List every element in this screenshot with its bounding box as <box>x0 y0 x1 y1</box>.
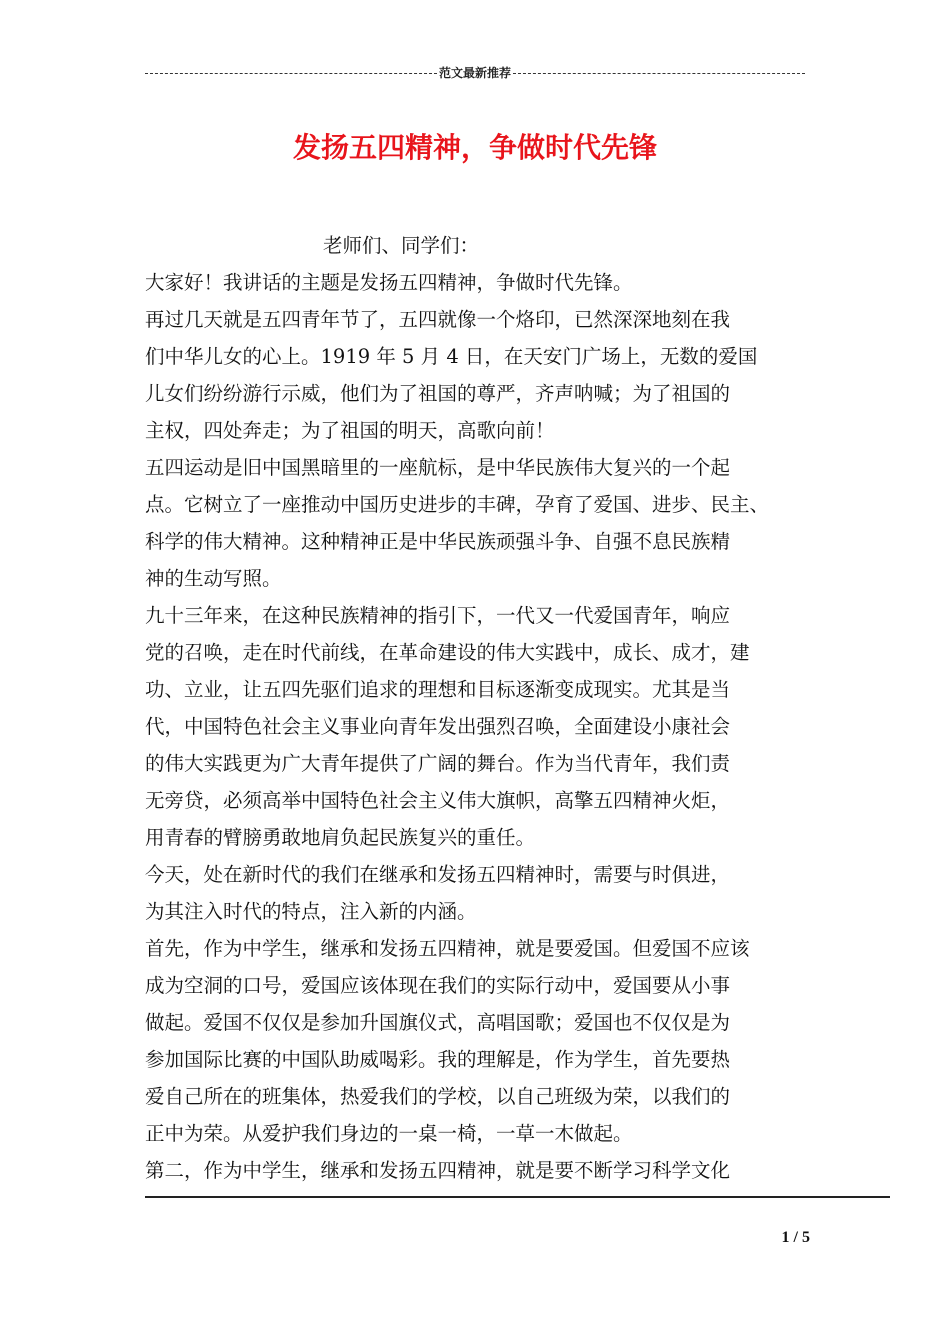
body-line: 神的生动写照。 <box>145 567 282 590</box>
body-line: 儿女们纷纷游行示威，他们为了祖国的尊严，齐声呐喊；为了祖国的 <box>145 382 731 405</box>
body-line: 九十三年来，在这种民族精神的指引下，一代又一代爱国青年，响应 <box>145 604 731 627</box>
body-line: 为其注入时代的特点，注入新的内涵。 <box>145 900 477 923</box>
body-line: 再过几天就是五四青年节了，五四就像一个烙印，已然深深地刻在我 <box>145 308 731 331</box>
body-line: 们中华儿女的心上。1919 年 5 月 4 日，在天安门广场上，无数的爱国 <box>145 345 758 368</box>
body-line: 的伟大实践更为广大青年提供了广阔的舞台。作为当代青年，我们责 <box>145 752 731 775</box>
body-line: 正中为荣。从爱护我们身边的一桌一椅，一草一木做起。 <box>145 1122 633 1145</box>
footer-rule <box>145 1196 890 1198</box>
body-line: 无旁贷，必须高举中国特色社会主义伟大旗帜，高擎五四精神火炬， <box>145 789 731 812</box>
salutation-line: 老师们、同学们： <box>323 234 480 257</box>
body-line: 成为空洞的口号，爱国应该体现在我们的实际行动中，爱国要从小事 <box>145 974 731 997</box>
document-title: 发扬五四精神，争做时代先锋 <box>292 131 657 164</box>
header-dash-right <box>513 73 805 74</box>
body-line: 首先，作为中学生，继承和发扬五四精神，就是要爱国。但爱国不应该 <box>145 937 750 960</box>
body-line: 五四运动是旧中国黑暗里的一座航标，是中华民族伟大复兴的一个起 <box>145 456 731 479</box>
header-text: 范文最新推荐 <box>439 66 512 80</box>
body-line: 主权，四处奔走；为了祖国的明天，高歌向前！ <box>145 419 555 442</box>
body-line: 爱自己所在的班集体，热爱我们的学校，以自己班级为荣，以我们的 <box>145 1085 731 1108</box>
body-line: 功、立业，让五四先驱们追求的理想和目标逐渐变成现实。尤其是当 <box>145 678 731 701</box>
body-line: 参加国际比赛的中国队助威喝彩。我的理解是，作为学生，首先要热 <box>145 1048 731 1071</box>
page-number: 1 / 5 <box>781 1229 810 1246</box>
body-line: 代，中国特色社会主义事业向青年发出强烈召唤，全面建设小康社会 <box>145 715 731 738</box>
body-line: 科学的伟大精神。这种精神正是中华民族顽强斗争、自强不息民族精 <box>145 530 731 553</box>
document-body <box>145 227 810 1189</box>
body-line: 今天，处在新时代的我们在继承和发扬五四精神时，需要与时俱进， <box>145 863 731 886</box>
page-header <box>145 66 805 80</box>
header-dash-left <box>145 73 437 74</box>
body-line: 做起。爱国不仅仅是参加升国旗仪式，高唱国歌；爱国也不仅仅是为 <box>145 1011 731 1034</box>
body-line: 党的召唤，走在时代前线，在革命建设的伟大实践中，成长、成才，建 <box>145 641 750 664</box>
body-line: 点。它树立了一座推动中国历史进步的丰碑，孕育了爱国、进步、民主、 <box>145 493 770 516</box>
body-line: 用青春的臂膀勇敢地肩负起民族复兴的重任。 <box>145 826 536 849</box>
body-line: 大家好！我讲话的主题是发扬五四精神，争做时代先锋。 <box>145 271 633 294</box>
body-line: 第二，作为中学生，继承和发扬五四精神，就是要不断学习科学文化 <box>145 1159 731 1182</box>
